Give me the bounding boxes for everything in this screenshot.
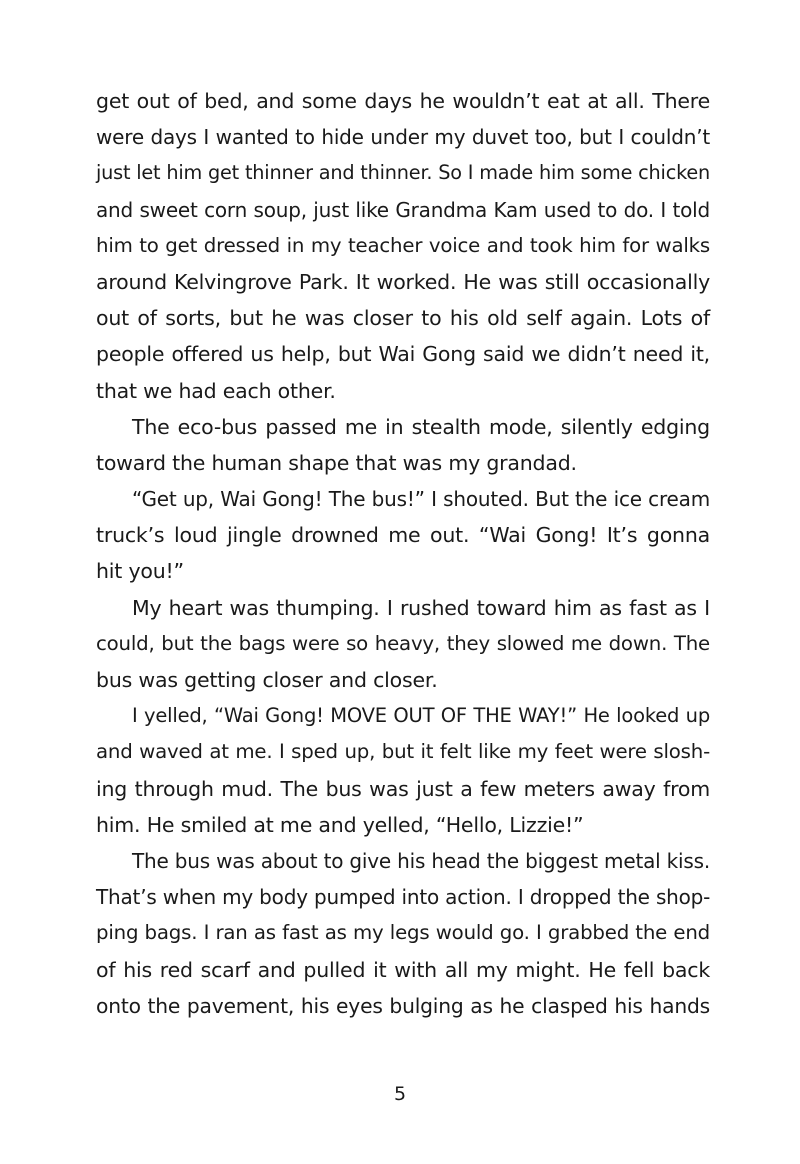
text-line: and waved at me. I sped up, but it felt like my feet were slosh- [96,740,710,764]
text-line: That’s when my body pumped into action. I dropped the shop- [96,885,711,910]
text-line: ping bags. I ran as fast as my legs would go. I grabbed the end [96,921,710,945]
text-line: and sweet corn soup, just like Grandma Kam used to do. I told [96,197,710,222]
book-page-text [96,83,710,1024]
text-line: “Get up, Wai Gong! The bus!” I shouted. But the ice cream [132,487,710,512]
text-line: I yelled, “Wai Gong! MOVE OUT OF THE WAY!” He looked up [132,704,710,728]
text-line: around Kelvingrove Park. It worked. He was still occasionally [96,269,710,294]
text-line: that we had each other. [96,378,336,403]
page-number: 5 [393,1083,407,1105]
text-line: The bus was about to give his head the biggest metal kiss. [132,848,710,873]
text-line: bus was getting closer and closer. [96,668,438,692]
text-line: people offered us help, but Wai Gong said we didn’t need it, [96,342,710,367]
text-line: him. He smiled at me and yelled, “Hello, Lizzie!” [96,812,584,837]
text-line: could, but the bags were so heavy, they slowed me down. The [96,631,710,655]
text-line: onto the pavement, his eyes bulging as he clasped his hands [96,993,710,1018]
text-line: were days I wanted to hide under my duvet too, but I couldn’t [96,125,710,150]
text-line: toward the human shape that was my grandad. [96,450,577,475]
text-line: him to get dressed in my teacher voice and took him for walks [96,233,710,257]
text-line: My heart was thumping. I rushed toward him as fast as I [132,595,710,620]
text-line: out of sorts, but he was closer to his old self again. Lots of [96,306,710,331]
text-line: get out of bed, and some days he wouldn’t eat at all. There [96,89,710,113]
text-line: truck’s loud jingle drowned me out. “Wai Gong! It’s gonna [96,523,710,548]
text-line: just let him get thinner and thinner. So I made him some chicken [96,161,710,185]
text-line: hit you!” [96,559,184,584]
text-line: The eco-bus passed me in stealth mode, silently edging [132,414,710,439]
text-line: of his red scarf and pulled it with all my might. He fell back [96,957,710,982]
text-line: ing through mud. The bus was just a few meters away from [96,776,710,801]
